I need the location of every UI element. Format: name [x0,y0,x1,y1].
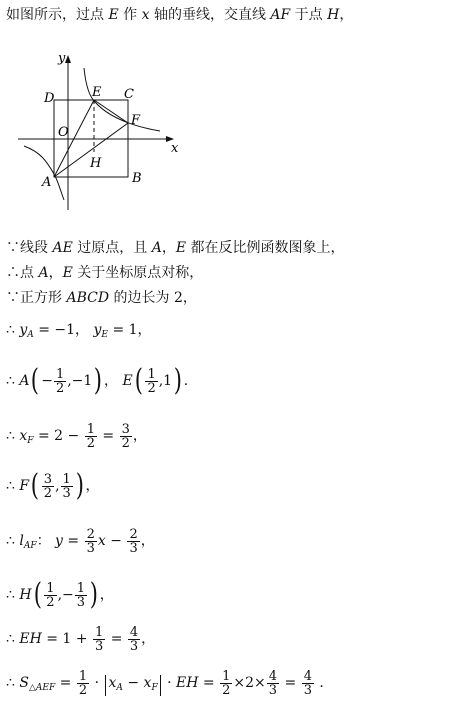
label-d: D [44,91,55,106]
text-segment: . [314,675,324,691]
text-segment: 的边长为 2， [109,290,197,306]
denominator: 3 [62,485,71,501]
text-segment: ,1 [158,373,173,389]
point-label: A [151,240,162,256]
right-paren: ) [75,468,84,503]
subscript: E [101,330,108,340]
text-segment: 作 [118,7,142,23]
point-label: F [19,478,30,494]
variable: y [55,533,63,549]
fraction [120,423,132,450]
therefore-symbol: ∴ [6,631,20,647]
fraction [127,528,139,555]
hyperbola-branch-left [24,146,64,200]
text-segment: ,− [57,587,74,603]
numerator: 1 [78,668,88,684]
text-segment: = 1 + [41,631,92,647]
text-segment: ， [48,265,63,281]
text-segment: = [106,631,127,647]
point-label: H [19,587,32,603]
segment-label: EH [19,631,42,647]
text-segment: ， [161,240,176,256]
axis-name: x [141,7,150,23]
text-segment: ， [85,478,100,494]
line-label: AF [270,7,291,23]
denominator: 2 [86,435,95,451]
denominator: 3 [86,540,95,556]
text-segment: = [198,675,220,691]
shape-label: ABCD [66,290,110,306]
numerator: 1 [222,668,231,684]
fraction [302,670,314,697]
text-segment: ∴点 [6,265,39,281]
numerator: 1 [55,366,65,382]
therefore-symbol: ∴ [6,533,20,549]
therefore-symbol: ∴ [6,587,20,603]
text-segment: ， [99,587,114,603]
step-11 [6,668,324,703]
numerator: 1 [94,624,104,640]
text-segment: = [280,675,301,691]
step-10 [6,624,155,654]
label-c: C [124,87,134,102]
text-segment: 关于坐标原点对称， [72,265,204,281]
segment-ef [94,100,128,123]
numerator: 1 [147,366,156,382]
variable: x [108,675,117,691]
text-segment: = [62,533,84,549]
text-segment: = 1， [108,322,152,338]
step-2 [6,264,203,282]
therefore-symbol: ∴ [6,478,20,494]
absolute-value [105,675,160,696]
y-axis-arrow-icon [65,55,71,63]
text-segment: · [162,675,177,691]
text-segment: = −1， [33,322,94,338]
point-label: E [175,240,187,256]
step-5 [6,363,189,398]
segment-label: EH [176,675,199,691]
point-label: E [108,7,119,23]
label-b: B [132,171,142,186]
text-segment: ， [132,428,147,444]
subscript: △AEF [28,683,56,693]
right-paren: ) [173,363,183,398]
numerator: 3 [121,421,130,437]
text-segment: ， [339,7,354,23]
text-segment: ： [36,533,56,549]
denominator: 2 [46,594,55,610]
label-y: y [58,51,66,66]
text-segment: . [183,373,189,389]
step-8 [6,526,155,561]
numerator: 4 [268,668,278,684]
point-label: A [19,373,30,389]
text-segment: = [97,428,119,444]
step-3 [6,289,197,307]
denominator: 2 [43,485,53,501]
step-9 [6,577,114,612]
numerator: 1 [76,580,86,596]
fraction [128,626,140,653]
fraction [44,582,56,609]
point-label: H [327,7,340,23]
variable: x [143,675,152,691]
segment-label: AE [52,240,73,256]
numerator: 1 [46,580,55,596]
subscript: A [27,330,34,340]
subscript: A [116,683,123,693]
text-segment: 轴的垂线，交直线 [149,7,271,23]
text-segment: , [55,478,60,494]
label-o: O [58,125,69,140]
text-segment: ， [140,533,155,549]
left-paren: ( [31,363,40,398]
denominator: 2 [55,380,65,396]
denominator: 3 [303,682,312,698]
numerator: 1 [62,471,71,487]
text-segment: 于点 [290,7,328,23]
fraction [93,626,105,653]
variable: x [97,533,106,549]
variable: l [19,533,24,549]
text-segment: = [55,675,76,691]
step-1 [6,239,345,257]
point-label: E [62,265,73,281]
denominator: 3 [129,540,138,556]
left-paren: ( [33,577,42,612]
numerator: 2 [129,526,138,542]
fraction [54,368,66,395]
text-segment: 都在反比例函数图象上， [186,240,345,256]
numerator: 4 [303,668,312,684]
text-segment: ∵正方形 [6,290,67,306]
variable: S [19,675,29,691]
subscript: F [27,436,34,446]
text-segment: ， [104,373,123,389]
therefore-symbol: ∴ [6,322,20,338]
fraction [77,670,89,697]
right-paren: ) [89,577,99,612]
fraction [61,473,73,500]
text-segment: · [90,675,104,691]
denominator: 3 [129,638,139,654]
left-paren: ( [134,363,143,398]
numerator: 4 [129,624,139,640]
text-segment: = 2 − [33,428,84,444]
label-a: A [42,175,52,190]
geometry-figure [0,40,463,255]
therefore-symbol: ∴ [6,428,20,444]
numerator: 2 [86,526,95,542]
therefore-symbol: ∴ [6,373,20,389]
fraction [85,528,97,555]
denominator: 3 [76,594,86,610]
text-segment: ,−1 [67,373,93,389]
text-segment: − [105,533,127,549]
variable: y [19,322,28,338]
point-label: E [122,373,133,389]
denominator: 2 [121,435,130,451]
text-segment: ∵线段 [6,240,53,256]
text-segment: 过原点，且 [72,240,152,256]
denominator: 2 [78,682,88,698]
intro-text [6,6,353,24]
subscript: F [151,683,158,693]
denominator: 2 [222,682,231,698]
minus-sign: − [41,373,53,389]
numerator: 3 [43,471,53,487]
step-6 [6,421,147,456]
text-segment: ×2× [233,675,266,691]
step-7 [6,468,100,503]
denominator: 2 [147,380,156,396]
therefore-symbol: ∴ [6,675,20,691]
fraction [220,670,232,697]
label-e: E [92,85,102,100]
fraction [85,423,97,450]
step-4 [6,321,152,344]
label-f: F [131,113,141,128]
variable: y [93,322,102,338]
fraction [42,473,54,500]
text-segment: 如图所示，过点 [6,7,109,23]
point-label: A [38,265,49,281]
fraction [267,670,279,697]
denominator: 3 [268,682,278,698]
fraction [75,582,87,609]
right-paren: ) [94,363,103,398]
text-segment: ， [141,631,156,647]
label-x: x [171,141,179,156]
label-h: H [90,156,102,171]
variable: x [19,428,28,444]
fraction [145,368,157,395]
denominator: 3 [94,638,104,654]
numerator: 1 [86,421,95,437]
text-segment: − [122,675,144,691]
left-paren: ( [30,468,40,503]
subscript: AF [23,541,37,551]
